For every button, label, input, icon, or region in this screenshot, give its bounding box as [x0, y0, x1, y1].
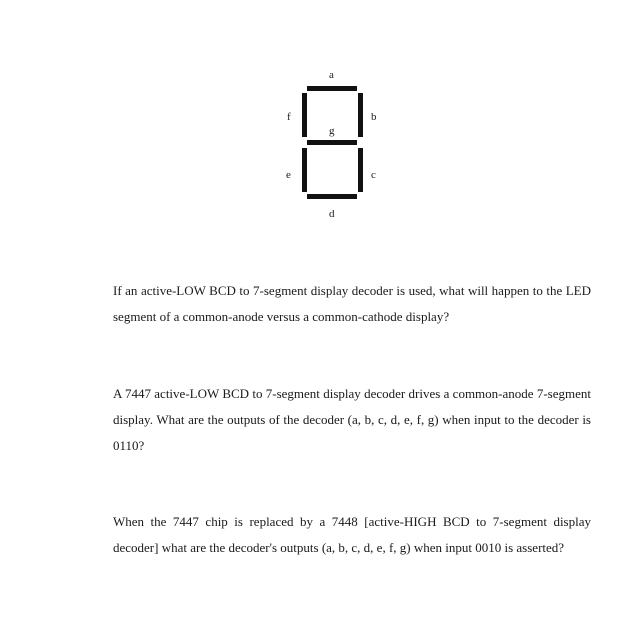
question-1-text: If an active-LOW BCD to 7-segment display decoder is used, what will happen to the LED segment of a common-anode versus a common-cathode display? — [113, 283, 591, 324]
segment-g — [307, 140, 357, 145]
segment-c — [358, 148, 363, 192]
segment-a — [307, 86, 357, 91]
segment-e — [302, 148, 307, 192]
segment-f — [302, 93, 307, 137]
segment-d — [307, 194, 357, 199]
question-3-text: When the 7447 chip is replaced by a 7448 [active-HIGH BCD to 7-segment display decoder] what are the decoder's outputs (a, b, c, d, e, f, g) when input 0010 is asserted? — [113, 514, 591, 555]
segment-label-g: g — [329, 125, 335, 137]
segment-label-d: d — [329, 208, 335, 220]
segment-label-f: f — [287, 111, 291, 123]
segment-label-b: b — [371, 111, 377, 123]
question-2-text: A 7447 active-LOW BCD to 7-segment display decoder drives a common-anode 7-segment display. What are the outputs of the decoder (a, b, c, d, e, f, g) when input to the decoder is 0110? — [113, 386, 591, 453]
seven-segment-svg — [270, 60, 400, 230]
seven-segment-diagram — [270, 60, 400, 230]
segment-label-e: e — [286, 169, 291, 181]
segment-label-a: a — [329, 69, 334, 81]
segment-b — [358, 93, 363, 137]
segment-label-c: c — [371, 169, 376, 181]
